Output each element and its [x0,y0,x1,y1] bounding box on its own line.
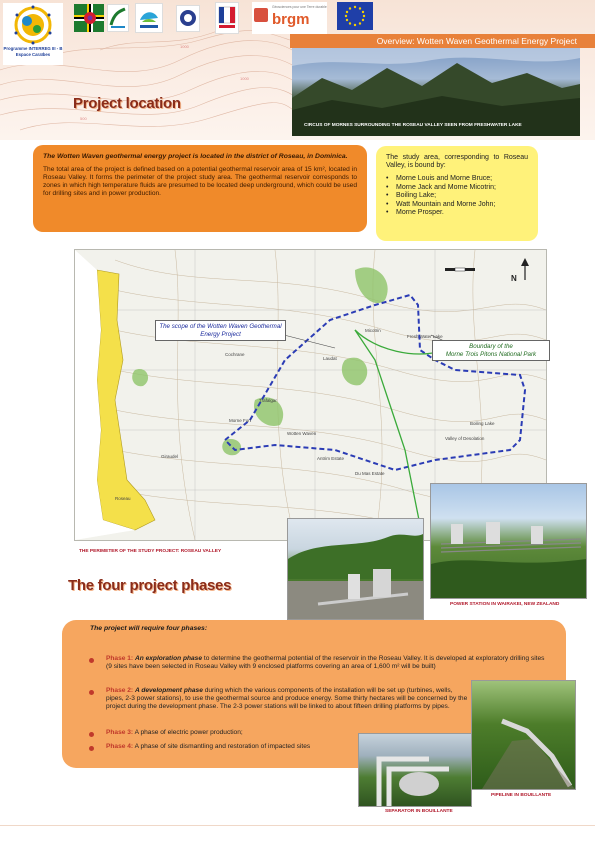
pipeline-photo [471,680,576,790]
map-place-label: Valley of Desolation [445,436,485,441]
phase-1-emphasis: An exploration phase [134,655,203,662]
document-title-bar: Overview: Wotten Waven Geothermal Energy Project [290,34,595,48]
phase-bullet-icon [89,690,94,695]
wairakei-photo [430,483,587,599]
footer-divider [0,825,595,826]
study-area-box [376,146,538,241]
phase-4-label: Phase 4: [106,743,134,750]
phase-bullet-icon [89,746,94,751]
brgm-logo [252,2,327,34]
location-body-text: The total area of the project is defined based on a potential geothermal reservoir area of 15 km², located in Roseau Valley. It forms the perimeter of the project study area. The geothermal reservoir corresponds to zones in which high temperature fluids are presumed to be located deep underground, which could be used for drilling sites and in power production. [43,166,357,197]
phase-4-body: A phase of site dismantling and restoration of impacted sites [133,743,311,750]
interreg-logo-text: Programme INTERREG III - B [3,46,63,51]
study-area-intro: The study area, corresponding to Roseau Valley, is bound by: [386,154,528,169]
dominica-flag-icon [74,4,104,32]
region-logo-icon [107,4,129,32]
brgm-logo-text: brgm [272,11,310,28]
map-place-label: Du Mas Estate [355,471,385,476]
map-place-label: Giraudel [161,454,179,459]
ademe-logo-icon [176,5,200,32]
phase-bullet-icon [89,732,94,737]
phases-lead-text: The project will require four phases: [90,625,208,632]
map-place-label: Roseau [115,496,131,501]
park-boundary-callout-line2: Morne Trois Pitons National Park [445,350,537,358]
phase-4-text [106,743,346,751]
map-place-label: Fresh Water Lake [407,334,443,339]
map-place-label: Trafalgar [259,398,277,403]
map-place-label: Wotten Waven [287,431,317,436]
guadeloupe-logo-icon [135,3,163,33]
map-place-label: Morne Fort [229,418,252,423]
map-place-label: Laudat [323,356,337,361]
svg-text:1000: 1000 [240,76,249,81]
phase-1-body: to determine the geothermal potential of the reservoir in the Roseau Valley. It is developed at exploratory drilling sites (9 sites have been selected in Roseau Valley with 9 enclosed platforms covering an area of 1,600 m² will be built) [106,655,545,670]
bouillante-platform-photo [287,518,424,620]
morne-circus-photo [292,48,580,136]
map-place-label: Cochrane [225,352,245,357]
bound-item: • Boiling Lake; [386,192,528,201]
project-phases-title: The four project phases [68,577,232,594]
separator-caption: SEPARATOR IN BOUILLANTE [385,809,453,814]
interreg-logo [3,3,63,65]
location-description-box [33,145,367,232]
bound-item: • Morne Jack and Morne Micotrin; [386,184,528,193]
phase-bullet-icon [89,658,94,663]
phase-2-text [106,687,468,711]
park-boundary-callout-line1: Boundary of the [469,343,513,350]
svg-text:1000: 1000 [180,44,189,49]
brgm-tagline: Géosciences pour une Terre durable [272,5,327,9]
park-boundary-callout [432,340,550,361]
interreg-logo-graphic [3,3,63,45]
scope-callout: The scope of the Wotten Waven Geothermal Energy Project [155,320,286,341]
phase-1-text [106,655,551,671]
wairakei-caption: POWER STATION IN WAIRAKEI, NEW ZEALAND [450,602,560,607]
project-location-title: Project location [73,95,181,112]
map-place-label: Antrim Estate [317,456,345,461]
separator-photo [358,733,472,807]
bound-item: • Morne Prosper. [386,209,528,218]
phase-2-emphasis: A development phase [134,687,203,694]
bound-item: • Watt Mountain and Morne John; [386,201,528,210]
phase-3-label: Phase 3: [106,729,134,736]
brgm-logo-icon [254,8,268,22]
svg-text:500: 500 [80,116,87,121]
interreg-logo-text-2: Espace Caraïbes [15,52,51,57]
study-area-bounds-list [386,175,528,218]
eu-flag-icon [337,2,373,30]
pipeline-caption: PIPELINE IN BOUILLANTE [491,793,552,798]
north-label: N [511,274,517,283]
bound-item: • Morne Louis and Morne Bruce; [386,175,528,184]
phase-1-label: Phase 1: [106,655,134,662]
map-place-label: Boiling Lake [470,421,495,426]
map-caption: THE PERIMETER OF THE STUDY PROJECT: ROSEAU VALLEY [79,549,222,554]
republique-logo-icon [215,2,239,34]
top-photo-caption: CIRCUS OF MORNES SURROUNDING THE ROSEAU VALLEY SEEN FROM FRESHWATER LAKE [304,123,522,128]
location-lead-text: The Wotten Waven geothermal energy project is located in the district of Roseau, in Dominica. [43,153,348,160]
phase-2-body: during which the various components of the installation will be set up (turbines, wells, pipes, 2-3 power stations), to use the geothermal source and produce energy. Some thirty hectares will be concerned by the project during the development phase. The 2-3 power stations will be linked to about fifteen drilling platforms by pipes. [106,687,468,710]
map-place-label: Micotrin [365,328,381,333]
phase-3-text [106,729,346,737]
phase-2-label: Phase 2: [106,687,134,694]
phase-3-body: A phase of electric power production; [133,729,243,736]
